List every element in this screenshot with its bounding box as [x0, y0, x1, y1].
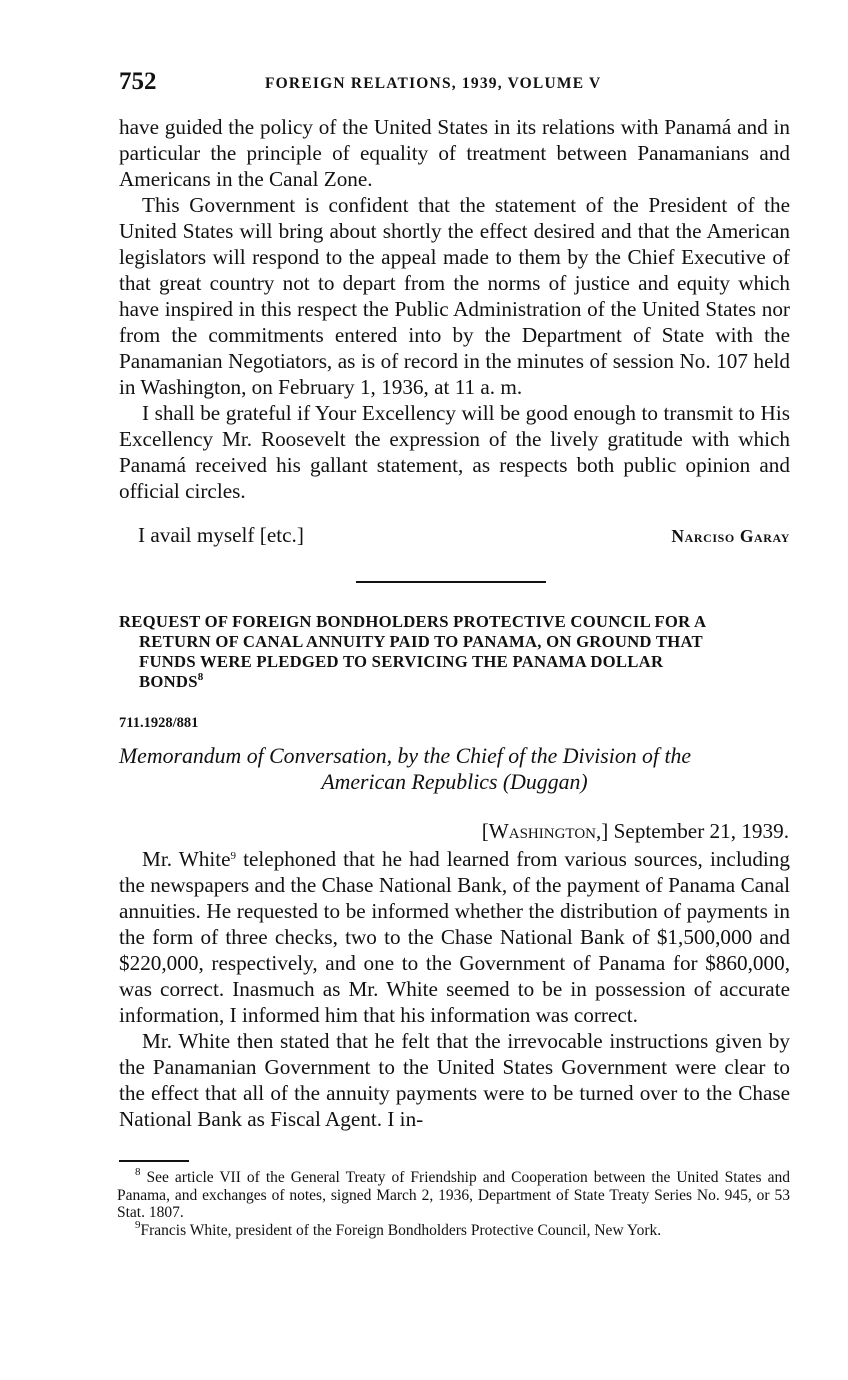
- page-header: [119, 66, 789, 96]
- section-title-line: RETURN OF CANAL ANNUITY PAID TO PANAMA, ON GROUND THAT: [139, 632, 703, 651]
- footnote-text: Francis White, president of the Foreign Bondholders Protective Council, New York.: [140, 1221, 662, 1239]
- section-title-line: [119, 672, 790, 692]
- paragraph: Mr. White then stated that he felt that the irrevocable instructions given by the Panamanian Government to the United States Government were clear to the effect that all of the annuity payments were to be turned over to the Chase National Bank as Fiscal Agent. I in-: [119, 1029, 790, 1131]
- footnote-marker: 9: [135, 1218, 141, 1231]
- paragraph: I shall be grateful if Your Excellency will be good enough to transmit to His Excellency Mr. Roosevelt the expression of the lively gratitude with which Panamá received his gallant statement, as respects both public opinion and official circles.: [119, 401, 790, 503]
- previous-document-text: [119, 114, 790, 504]
- footnote-marker: 8: [135, 1166, 141, 1178]
- running-head: FOREIGN RELATIONS, 1939, VOLUME V: [265, 75, 602, 92]
- memo-title-text: American Republics (: [321, 770, 511, 794]
- footnote-divider: [119, 1160, 189, 1162]
- section-title-line: REQUEST OF FOREIGN BONDHOLDERS PROTECTIVE COUNCIL FOR A: [119, 612, 707, 631]
- section-divider: [356, 581, 546, 583]
- paragraph-text: telephoned that he had learned from various sources, including the newspapers and the Chase National Bank, of the payment of Panama Canal annuities. He requested to be informed whether the distribution of payments in the form of three checks, two to the Chase National Bank of $1,500,000 and $220,000, respectively, and one to the Government of Panama for $860,000, was correct. Inasmuch as Mr. White seemed to be in possession of accurate information, I informed him that his information was correct.: [119, 847, 790, 1027]
- paragraph: This Government is confident that the statement of the President of the United States will bring about shortly the effect desired and that the American legislators will respond to the appeal made to them by the Chief Executive of that great country not to depart from the norms of justice and equity which have inspired in this respect the Public Administration of the United States nor from the commitments entered into by the Department of State with the Panamanian Negotiators, as is of record in the minutes of session No. 107 held in Washington, on February 1, 1936, at 11 a. m.: [119, 193, 790, 399]
- page-number: 752: [119, 68, 157, 95]
- paragraph: [119, 846, 790, 1028]
- footnote: [117, 1218, 790, 1240]
- memo-title-line: [119, 769, 790, 795]
- memo-title-line: Memorandum of Conversation, by the Chief of the Division of the: [119, 744, 692, 768]
- closing-formula: I avail myself [etc.]: [138, 523, 304, 547]
- footnote-reference: 8: [197, 671, 204, 683]
- dateline: [119, 818, 789, 844]
- memo-author: Duggan: [510, 770, 581, 794]
- memo-title: [119, 743, 790, 795]
- footnote-text: See article VII of the General Treaty of Friendship and Cooperation between the United States and Panama, and exchanges of notes, signed March 2, 1936, Department of State Treaty Series No. 945, or 53 Stat. 1807.: [117, 1169, 790, 1221]
- footnote-reference: 9: [230, 850, 237, 862]
- paragraph-text: Mr. White: [142, 847, 231, 871]
- section-title-line: FUNDS WERE PLEDGED TO SERVICING THE PANAMA DOLLAR: [139, 652, 664, 671]
- section-title-text: BONDS: [139, 672, 198, 691]
- memo-body: [119, 846, 790, 1132]
- dateline-date: September 21, 1939.: [613, 819, 789, 843]
- section-title: [119, 612, 790, 692]
- paragraph: have guided the policy of the United States in its relations with Panamá and in particular the principle of equality of treatment between Panamanians and Americans in the Canal Zone.: [119, 115, 790, 191]
- footnotes: [117, 1166, 790, 1239]
- footnote: [117, 1166, 790, 1222]
- dateline-place: [Washington,]: [481, 819, 609, 843]
- file-number: 711.1928/881: [119, 715, 199, 731]
- signature: Narciso Garay: [671, 526, 790, 546]
- memo-title-text: ): [580, 770, 588, 794]
